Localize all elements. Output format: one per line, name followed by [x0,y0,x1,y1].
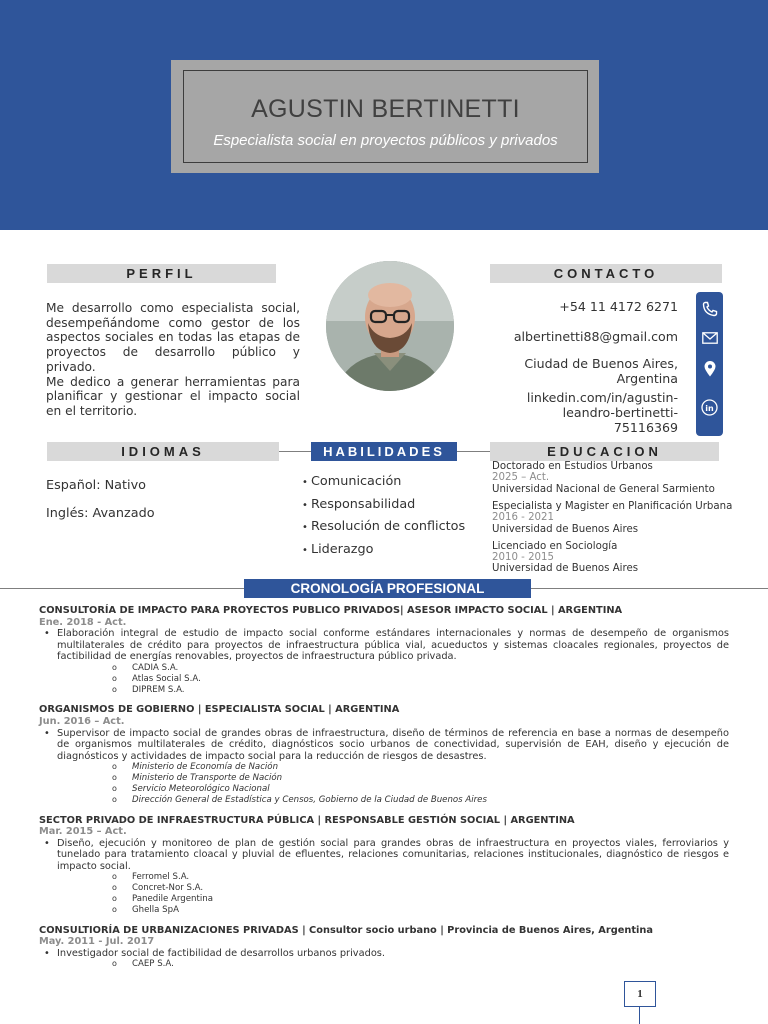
edu-years: 2025 – Act. [492,472,550,484]
educacion-entry [492,501,742,535]
job-description: • Supervisor de impacto social de grandes obras de infraestructura, diseño de términos de referencia en base a normas de desempeño de organismos multilaterales de crédito, diagnósticos socio urbanos de conectividad, supervisión de EAH, diseño y ejecución de diagnósticos y actividades de impacto social para la reducción de riesgos de desastres. [44,727,729,762]
educacion-entry [492,461,742,495]
job-date: Ene. 2018 - Act. [39,616,127,628]
idioma-item: Español: Nativo [46,478,146,493]
person-subtitle: Especialista social en proyectos públicos y privados [213,132,558,149]
job-title: SECTOR PRIVADO DE INFRAESTRUCTURA PÚBLICA | RESPONSABLE GESTIÓN SOCIAL | ARGENTINA [39,814,575,826]
perfil-heading: PERFIL [47,264,276,283]
habilidad-item: • Liderazgo [302,541,374,557]
mail-icon [696,327,723,349]
perfil-text [46,301,300,419]
idioma-item: Inglés: Avanzado [46,506,155,521]
person-name: AGUSTIN BERTINETTI [251,95,520,123]
habilidades-heading: HABILIDADES [311,442,457,461]
edu-degree: Especialista y Magister en Planificación Urbana [492,500,733,512]
job-title: CONSULTIORÍA DE URBANIZACIONES PRIVADAS | Consultor socio urbano | Provincia de Buenos Aires, Argentina [39,924,653,936]
page-number: 1 [624,981,656,1007]
job-client: o Concret-Nor S.A. [112,883,204,894]
job-client: o Atlas Social S.A. [112,673,201,684]
job-client: o Ministerio de Transporte de Nación [112,773,283,784]
edu-degree: Doctorado en Estudios Urbanos [492,461,653,472]
job-entry [39,605,729,695]
job-date: May. 2011 - Jul. 2017 [39,936,155,948]
job-client: o Panedile Argentina [112,894,213,905]
contact-location-line2: Argentina [616,371,678,386]
edu-school: Universidad Nacional de General Sarmiento [492,483,715,495]
svg-text:in: in [705,403,714,413]
contact-icon-bar [696,292,723,436]
edu-years: 2010 - 2015 [492,552,555,564]
perfil-paragraph-2: Me dedico a generar herramientas para planificar y gestionar el impacto social en el territorio. [46,374,300,418]
habilidad-item: • Responsabilidad [302,496,416,512]
job-client: o Ferromel S.A. [112,872,190,883]
cronologia-heading: CRONOLOGÍA PROFESIONAL [244,579,531,598]
contact-email[interactable]: albertinetti88@gmail.com [513,329,678,344]
educacion-entry [492,541,742,575]
educacion-heading: EDUCACION [490,442,719,461]
contacto-heading: CONTACTO [490,264,722,283]
job-title: CONSULTORÍA DE IMPACTO PARA PROYECTOS PUBLICO PRIVADOS| ASESOR IMPACTO SOCIAL | ARGENTINA [39,605,623,616]
contact-linkedin-line1[interactable]: linkedin.com/in/agustin- [526,390,678,405]
cronologia-list [39,605,729,979]
job-description: • Diseño, ejecución y monitoreo de plan de gestión social para grandes obras de infraestructura en proyectos viales, ferroviarios y tunelado para tratamiento cloacal y pluvial de efluentes, relaciones comunitarias, relaciones institucionales, diagnóstico de riesgos e impacto social. [44,837,729,872]
idiomas-heading: IDIOMAS [47,442,279,461]
job-client: o Servicio Meteorológico Nacional [112,783,270,794]
contact-location-line1: Ciudad de Buenos Aires, [524,356,678,371]
edu-years: 2016 - 2021 [492,512,555,524]
phone-icon [696,298,723,320]
habilidad-item: • Comunicación [302,474,402,489]
contact-linkedin-line3[interactable]: 75116369 [613,420,678,435]
job-client: o DIPREM S.A. [112,684,185,695]
edu-school: Universidad de Buenos Aires [492,523,639,535]
job-entry [39,925,729,971]
contact-list [490,299,678,435]
job-clients [39,663,729,695]
job-entry [39,815,729,916]
job-description: • Investigador social de factibilidad de desarrollos urbanos privados. [44,947,386,959]
edu-degree: Licenciado en Sociología [492,540,618,552]
name-box-inner [183,70,588,163]
educacion-list [492,461,742,580]
profile-photo [326,261,454,391]
job-entry [39,704,729,805]
habilidades-list [302,474,465,564]
location-pin-icon [696,358,723,380]
contact-phone[interactable]: +54 11 4172 6271 [559,299,678,314]
profile-photo-illustration [326,261,454,391]
job-date: Mar. 2015 – Act. [39,826,127,838]
job-description: • Elaboración integral de estudio de impacto social conforme estándares internacionales y normas de desempeño de organismos multilaterales de crédito para proyectos de infraestructura pública vial, acueductos y sistemas cloacales regionales, proyectos de factibilidad de energías renovables, proyectos de infraestructura público privada. [44,628,729,663]
job-client: o CADIA S.A. [112,662,179,673]
job-client: o Ghella SpA [112,904,179,915]
job-clients [39,872,729,915]
habilidad-item: • Resolución de conflictos [302,519,466,534]
job-clients [39,762,729,805]
job-client: o Dirección General de Estadística y Censos, Gobierno de la Ciudad de Buenos Aires [112,794,487,805]
page-number-tick [639,1007,640,1024]
linkedin-icon [696,396,723,418]
perfil-paragraph-1: Me desarrollo como especialista social, desempeñándome como gestor de los aspectos sociales en todas las etapas de proyectos de desarrollo público y privado. [46,301,300,374]
job-title: ORGANISMOS DE GOBIERNO | ESPECIALISTA SOCIAL | ARGENTINA [39,704,400,716]
job-client: o CAEP S.A. [112,959,174,970]
job-client: o Ministerio de Economía de Nación [112,762,279,773]
idiomas-list [46,478,155,534]
job-clients [39,959,729,970]
contact-linkedin-line2[interactable]: leandro-bertinetti- [562,405,678,420]
edu-school: Universidad de Buenos Aires [492,563,639,575]
job-date: Jun. 2016 – Act. [39,715,125,727]
